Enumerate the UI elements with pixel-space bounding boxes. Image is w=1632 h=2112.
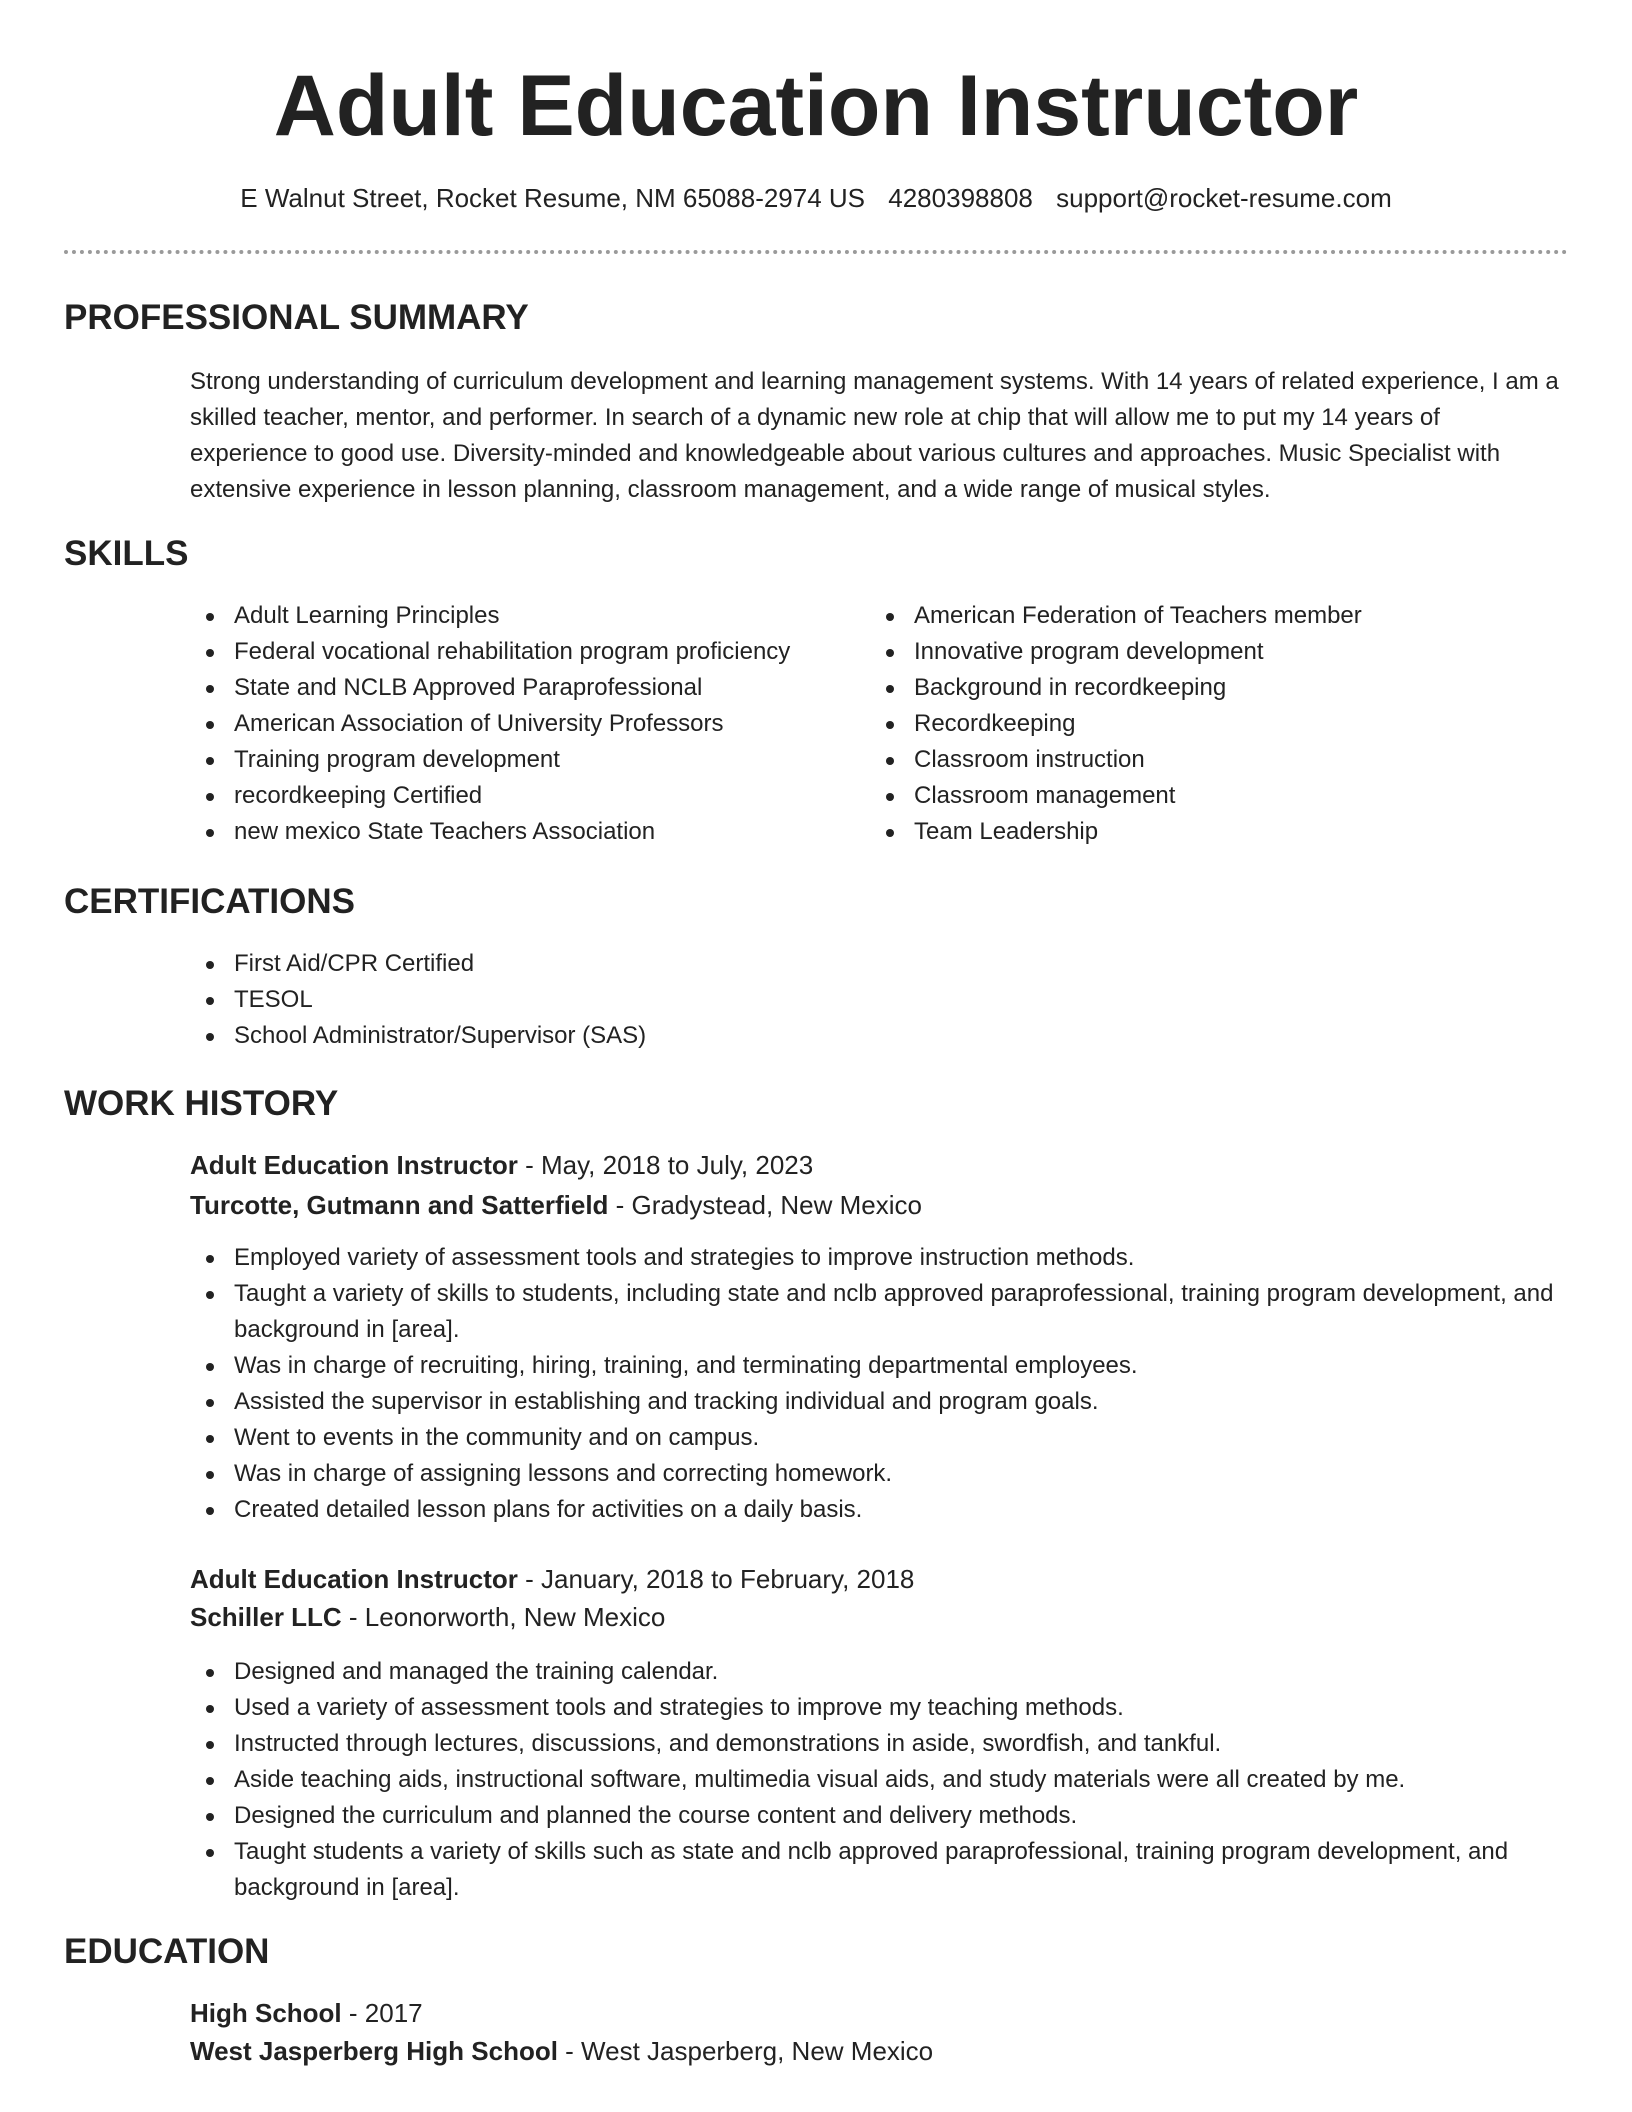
skill-item: Federal vocational rehabilitation program proficiency bbox=[190, 634, 850, 670]
job-bullet: Used a variety of assessment tools and strategies to improve my teaching methods. bbox=[190, 1690, 1560, 1726]
candidate-name: Adult Education Instructor bbox=[273, 58, 1359, 154]
skill-item: Recordkeeping bbox=[870, 706, 1550, 742]
education-year: - 2017 bbox=[341, 1998, 423, 2028]
certification-item: School Administrator/Supervisor (SAS) bbox=[190, 1018, 1560, 1054]
job-title-line bbox=[190, 1560, 914, 1598]
certifications-heading: CERTIFICATIONS bbox=[64, 882, 356, 921]
job-bullet: Instructed through lectures, discussions, and demonstrations in aside, swordfish, and tankful. bbox=[190, 1726, 1560, 1762]
contact-email: support@rocket-resume.com bbox=[1056, 183, 1392, 213]
skill-item: Innovative program development bbox=[870, 634, 1550, 670]
job-bullet: Assisted the supervisor in establishing and tracking individual and program goals. bbox=[190, 1384, 1560, 1420]
skill-item: Adult Learning Principles bbox=[190, 598, 850, 634]
skill-item: American Federation of Teachers member bbox=[870, 598, 1550, 634]
education-school-line bbox=[190, 2032, 933, 2070]
certifications-list bbox=[190, 946, 1560, 1054]
skill-item: American Association of University Professors bbox=[190, 706, 850, 742]
job-bullet: Taught a variety of skills to students, including state and nclb approved paraprofessional, training program development, and background in [area]. bbox=[190, 1276, 1560, 1348]
job-bullet: Designed the curriculum and planned the course content and delivery methods. bbox=[190, 1798, 1560, 1834]
skills-list-right bbox=[870, 598, 1550, 850]
job-location: - Gradystead, New Mexico bbox=[608, 1190, 922, 1220]
summary-text: Strong understanding of curriculum development and learning management systems. With 14 years of related experience, I am a skilled teacher, mentor, and performer. In search of a dynamic new role at chip that will allow me to put my 14 years of experience to good use. Diversity-minded and knowledgeable about various cultures and approaches. Music Specialist with extensive experience in lesson planning, classroom management, and a wide range of musical styles. bbox=[190, 368, 1559, 503]
contact-line bbox=[0, 180, 1632, 216]
job-company-line bbox=[190, 1598, 665, 1636]
work-history-heading: WORK HISTORY bbox=[64, 1084, 339, 1123]
job-bullet: Created detailed lesson plans for activities on a daily basis. bbox=[190, 1492, 1560, 1528]
job-bullet: Taught students a variety of skills such as state and nclb approved paraprofessional, training program development, and background in [area]. bbox=[190, 1834, 1560, 1906]
job-title-line bbox=[190, 1146, 813, 1184]
job-bullets bbox=[190, 1240, 1560, 1528]
summary-heading: PROFESSIONAL SUMMARY bbox=[64, 298, 529, 337]
job-dates: - May, 2018 to July, 2023 bbox=[517, 1150, 814, 1180]
skill-item: Classroom instruction bbox=[870, 742, 1550, 778]
job-dates: - January, 2018 to February, 2018 bbox=[517, 1564, 915, 1594]
skill-item: Training program development bbox=[190, 742, 850, 778]
job-bullet: Was in charge of assigning lessons and correcting homework. bbox=[190, 1456, 1560, 1492]
job-company-line bbox=[190, 1186, 922, 1224]
skill-item: recordkeeping Certified bbox=[190, 778, 850, 814]
skill-item: new mexico State Teachers Association bbox=[190, 814, 850, 850]
job-bullet: Was in charge of recruiting, hiring, training, and terminating departmental employees. bbox=[190, 1348, 1560, 1384]
job-bullet: Employed variety of assessment tools and strategies to improve instruction methods. bbox=[190, 1240, 1560, 1276]
certification-item: First Aid/CPR Certified bbox=[190, 946, 1560, 982]
education-degree: High School bbox=[190, 1998, 342, 2028]
skill-item: Team Leadership bbox=[870, 814, 1550, 850]
skills-list-left bbox=[190, 598, 850, 850]
job-location: - Leonorworth, New Mexico bbox=[341, 1602, 666, 1632]
skills-heading: SKILLS bbox=[64, 534, 189, 573]
job-role: Adult Education Instructor bbox=[190, 1150, 518, 1180]
job-bullet: Aside teaching aids, instructional software, multimedia visual aids, and study materials were all created by me. bbox=[190, 1762, 1560, 1798]
skill-item: Classroom management bbox=[870, 778, 1550, 814]
skill-item: State and NCLB Approved Paraprofessional bbox=[190, 670, 850, 706]
job-bullets bbox=[190, 1654, 1560, 1906]
job-bullet: Designed and managed the training calendar. bbox=[190, 1654, 1560, 1690]
header-divider bbox=[64, 250, 1568, 254]
education-degree-line bbox=[190, 1994, 423, 2032]
contact-address: E Walnut Street, Rocket Resume, NM 65088-2974 US bbox=[240, 183, 866, 213]
certification-item: TESOL bbox=[190, 982, 1560, 1018]
education-location: - West Jasperberg, New Mexico bbox=[557, 2036, 934, 2066]
job-company: Turcotte, Gutmann and Satterfield bbox=[190, 1190, 609, 1220]
education-heading: EDUCATION bbox=[64, 1932, 270, 1971]
job-bullet: Went to events in the community and on campus. bbox=[190, 1420, 1560, 1456]
job-role: Adult Education Instructor bbox=[190, 1564, 518, 1594]
education-school: West Jasperberg High School bbox=[190, 2036, 558, 2066]
contact-phone: 4280398808 bbox=[888, 183, 1033, 213]
skill-item: Background in recordkeeping bbox=[870, 670, 1550, 706]
job-company: Schiller LLC bbox=[190, 1602, 342, 1632]
